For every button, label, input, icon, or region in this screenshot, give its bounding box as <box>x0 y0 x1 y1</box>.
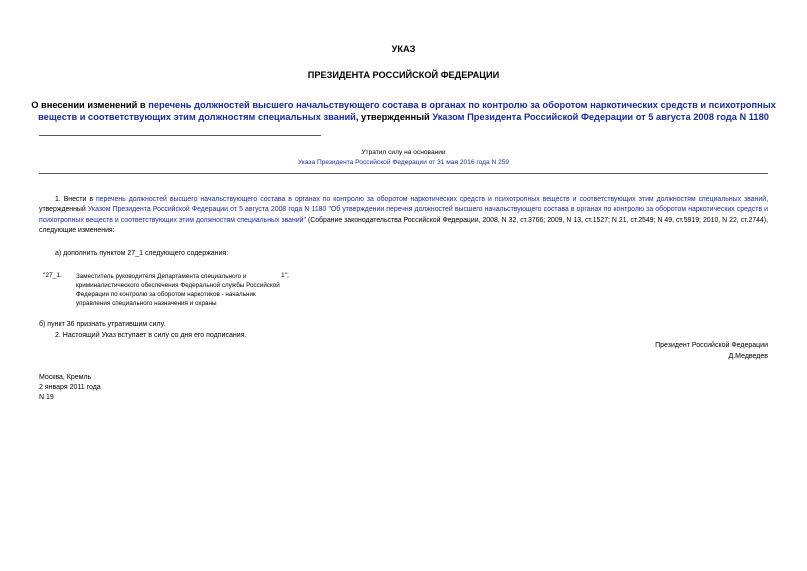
para1-link-list[interactable]: перечень должностей высшего начальствующего состава в органах по контролю за оборотом наркотических средств и психотропных веществ и соответствующих этим должностям специальных званий <box>95 196 767 203</box>
decree-number: N 19 <box>39 394 54 401</box>
heading-mid: , утвержденный <box>355 112 433 122</box>
lost-force-label: Утратил силу на основании <box>361 149 446 156</box>
lost-force-link[interactable]: Указа Президента Российской Федерации от 31 мая 2016 года N 259 <box>297 159 510 166</box>
doc-subtitle: ПРЕЗИДЕНТА РОССИЙСКОЙ ФЕДЕРАЦИИ <box>307 70 500 80</box>
heading-link-decree[interactable]: Указом Президента Российской Федерации от 5 августа 2008 года N 1180 <box>432 112 769 122</box>
item-a: а) дополнить пунктом 27_1 следующего содержания: <box>55 250 229 257</box>
paragraph-2: 2. Настоящий Указ вступает в силу со дня его подписания. <box>55 332 247 339</box>
heading-prefix: О внесении изменений в <box>31 100 149 110</box>
heading-link-list[interactable]: перечень должностей высшего начальствующего состава в органах по контролю за оборотом наркотических средств и психотропных веществ и соответствующих этим должностям специальных званий <box>38 100 776 122</box>
table-val: 1"; <box>281 272 289 279</box>
para1-mid: , утвержденный <box>39 196 768 214</box>
doc-heading <box>30 99 777 123</box>
table-num: "27_1. <box>43 272 62 279</box>
divider-bottom <box>39 173 768 174</box>
para1-tail: (Собрание законодательства Российской Федерации, 2008, N 32, ст.3766; 2009, N 13, ст.1527; N 21, ст.2549; N 49, ст.5919; 2010, N 22, ст.2744), следующие изменения: <box>39 216 769 234</box>
doc-title: УКАЗ <box>391 44 416 54</box>
signer-title: Президент Российской Федерации <box>655 342 768 349</box>
para1-link-decree[interactable]: Указом Президента Российской Федерации от 5 августа 2008 года N 1180 "Об утверждении перечня должностей высшего начальствующего состава в органах по контролю за оборотом наркотических средств и психотропных веществ и соответствующих этим должностям специальных званий" <box>39 206 768 224</box>
place: Москва, Кремль <box>39 374 92 381</box>
para1-num: 1. Внести в <box>55 196 96 203</box>
paragraph-1 <box>39 195 768 236</box>
item-b: б) пункт 36 признать утратившим силу. <box>39 321 166 328</box>
signer-name: Д.Медведев <box>728 353 768 360</box>
table-desc: Заместитель руководителя Департамента специального и криминалистического обеспечения Федеральной службы Российской Федерации по контролю за оборотом наркотиков - начальник управления специального назначения и охраны <box>76 273 280 307</box>
date: 2 января 2011 года <box>39 384 101 391</box>
divider-top <box>39 135 321 136</box>
